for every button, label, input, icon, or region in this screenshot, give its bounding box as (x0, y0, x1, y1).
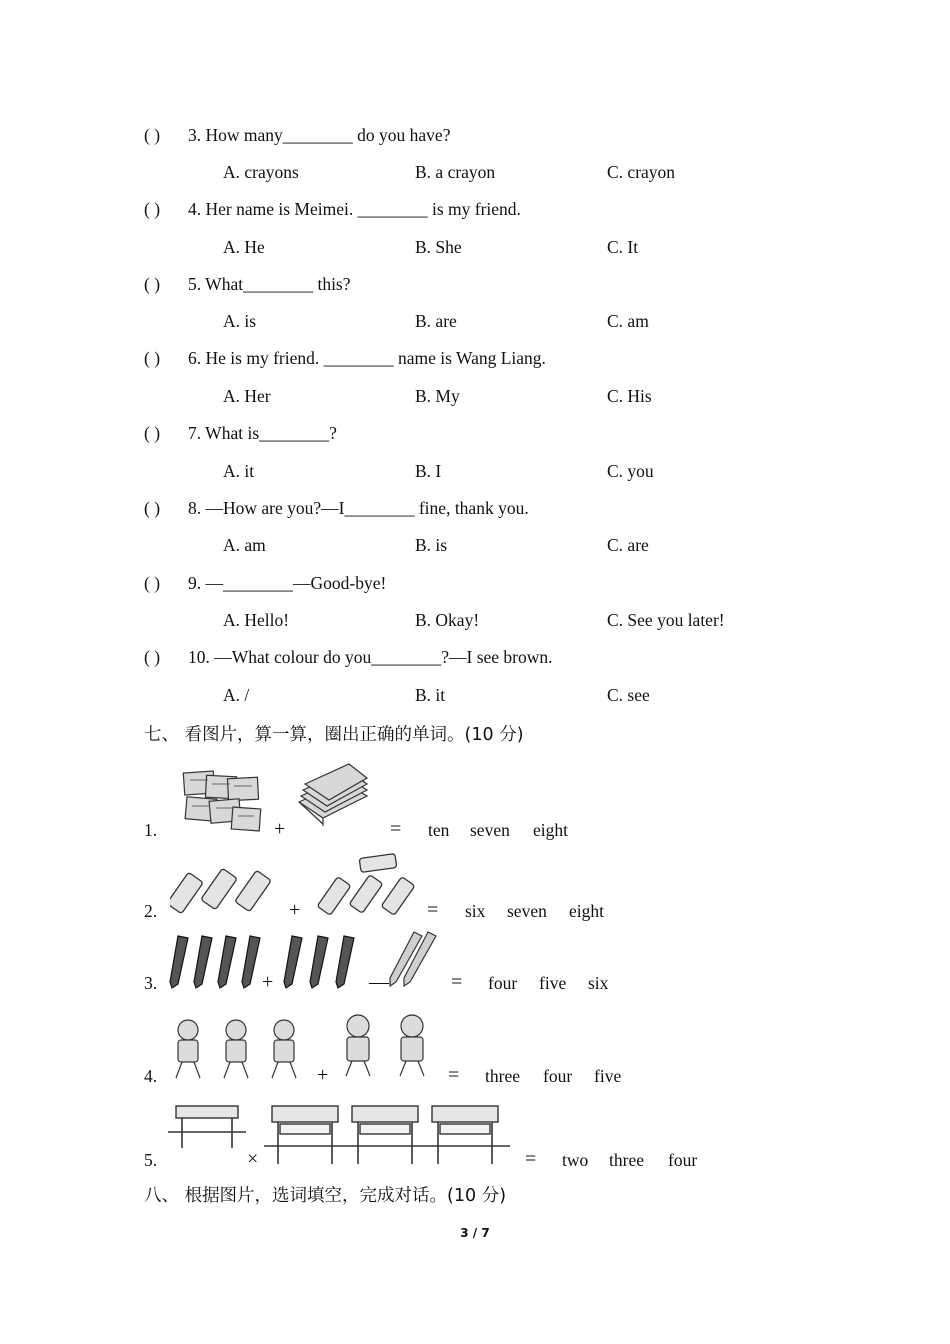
choice-word[interactable]: five (539, 973, 567, 993)
choice-word[interactable]: six (465, 901, 486, 921)
question-text: 3. How many________ do you have? (188, 125, 451, 145)
choice-word[interactable]: four (543, 1066, 573, 1086)
option-c: C. you (607, 461, 654, 481)
question-text: 7. What is________? (188, 423, 337, 443)
answer-blank[interactable]: ( ) (144, 423, 161, 443)
equals-sign: = (427, 899, 439, 921)
plus-sign: + (262, 971, 274, 993)
question-text: 4. Her name is Meimei. ________ is my friend. (188, 199, 521, 219)
option-c: C. are (607, 535, 649, 555)
option-b: B. is (415, 535, 448, 555)
choice-word[interactable]: three (609, 1150, 644, 1170)
choice-word[interactable]: five (594, 1066, 622, 1086)
equals-sign: = (390, 818, 402, 840)
desks-picture (262, 1102, 512, 1168)
choice-word[interactable]: two (562, 1150, 589, 1170)
row-number: 2. (144, 901, 158, 921)
answer-blank[interactable]: ( ) (144, 573, 161, 593)
plus-sign: + (317, 1064, 329, 1086)
question-text: 6. He is my friend. ________ name is Wang Liang. (188, 348, 546, 368)
option-a: A. crayons (223, 162, 299, 182)
option-b: B. Okay! (415, 610, 480, 630)
boys-picture-2 (334, 1010, 440, 1082)
desk-picture (168, 1102, 248, 1152)
choice-word[interactable]: seven (470, 820, 510, 840)
option-a: A. is (223, 311, 257, 331)
book-stack-picture (293, 762, 373, 834)
choice-word[interactable]: ten (428, 820, 450, 840)
answer-blank[interactable]: ( ) (144, 199, 161, 219)
option-b: B. are (415, 311, 457, 331)
pencils-picture-3 (384, 928, 442, 990)
answer-blank[interactable]: ( ) (144, 125, 161, 145)
times-sign: × (247, 1148, 259, 1170)
option-a: A. / (223, 685, 250, 705)
option-b: B. it (415, 685, 446, 705)
option-c: C. crayon (607, 162, 676, 182)
row-number: 4. (144, 1066, 158, 1086)
option-b: B. I (415, 461, 442, 481)
choice-word[interactable]: eight (569, 901, 604, 921)
answer-blank[interactable]: ( ) (144, 348, 161, 368)
option-c: C. His (607, 386, 652, 406)
equals-sign: = (525, 1148, 537, 1170)
option-a: A. it (223, 461, 255, 481)
option-a: A. am (223, 535, 266, 555)
pencil-boxes-picture (170, 860, 282, 916)
answer-blank[interactable]: ( ) (144, 647, 161, 667)
equals-sign: = (448, 1064, 460, 1086)
choice-word[interactable]: six (588, 973, 609, 993)
row-number: 5. (144, 1150, 158, 1170)
section-8-heading: 八、 根据图片，选词填空，完成对话。(10 分) (144, 1186, 507, 1206)
option-b: B. My (415, 386, 460, 406)
answer-blank[interactable]: ( ) (144, 498, 161, 518)
plus-sign: + (289, 899, 301, 921)
section-7-heading: 七、 看图片，算一算，圈出正确的单词。(10 分) (144, 725, 524, 745)
option-a: A. Hello! (223, 610, 290, 630)
option-b: B. a crayon (415, 162, 496, 182)
question-text: 10. —What colour do you________?—I see brown. (188, 647, 553, 667)
pencils-picture (168, 932, 264, 992)
question-text: 5. What________ this? (188, 274, 351, 294)
option-c: C. am (607, 311, 649, 331)
choice-word[interactable]: four (488, 973, 518, 993)
equals-sign: = (451, 971, 463, 993)
option-c: C. See you later! (607, 610, 725, 630)
row-number: 1. (144, 820, 158, 840)
choice-word[interactable]: four (668, 1150, 698, 1170)
pencils-picture-2 (278, 932, 358, 992)
page-number: 3 / 7 (460, 1226, 490, 1240)
option-c: C. It (607, 237, 639, 257)
books-picture (180, 768, 266, 836)
boys-picture (166, 1016, 308, 1084)
option-b: B. She (415, 237, 462, 257)
choice-word[interactable]: three (485, 1066, 520, 1086)
option-c: C. see (607, 685, 650, 705)
plus-sign: + (274, 818, 286, 840)
option-a: A. Her (223, 386, 271, 406)
choice-word[interactable]: eight (533, 820, 568, 840)
minus-sign: — (369, 971, 389, 993)
row-number: 3. (144, 973, 158, 993)
question-text: 9. —________—Good‑bye! (188, 573, 387, 593)
question-text: 8. —How are you?—I________ fine, thank you. (188, 498, 529, 518)
pencil-boxes-picture-2 (316, 852, 420, 918)
option-a: A. He (223, 237, 265, 257)
answer-blank[interactable]: ( ) (144, 274, 161, 294)
choice-word[interactable]: seven (507, 901, 547, 921)
